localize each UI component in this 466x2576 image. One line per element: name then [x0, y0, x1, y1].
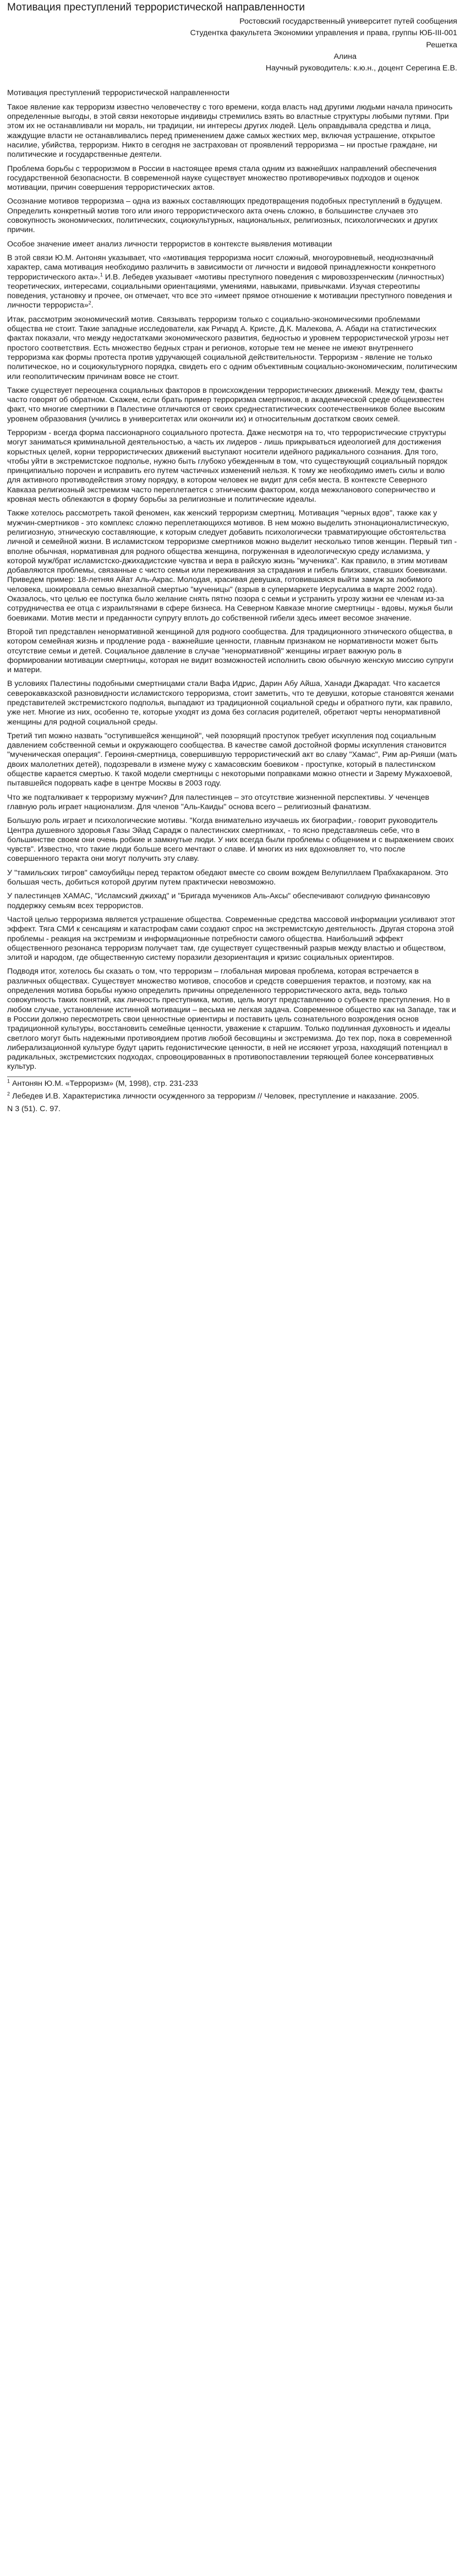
- paragraph: [7, 915, 457, 963]
- paragraph: [7, 628, 457, 675]
- document-title: Мотивация преступлений террористической направленности: [7, 2, 305, 13]
- footnote-separator: [7, 1076, 131, 1077]
- footnote-mark: 1: [7, 1078, 10, 1084]
- paragraph: [7, 164, 457, 193]
- university-line: Ростовский государственный университет путей сообщения: [239, 17, 457, 26]
- paragraph: [7, 103, 457, 160]
- paragraph-text: Частой целью терроризма является устрашение общества. Современные средства массовой информации усиливают этот эффект. Тяга СМИ к сенсациям и катастрофам сами создают спрос на экстремистскую деятельность. Другая сторона этой проблемы - реакция на экстремизм и информационные потребности самого общества. Наибольший эффект общественного резонанса терроризм получает там, где существует существенный разрыв между властью и обществом, элитой и народом, где общественную систему поразили дезориентация и кризис социальных ориентиров.: [7, 915, 456, 963]
- paragraph: [7, 386, 457, 424]
- paragraph-text: Большую роль играет и психологические мотивы. "Когда внимательно изучаешь их биографии,- говорит руководитель Центра душевного здоровья Газы Эйад Сарадж о палестинских смертниках, - то ясно представляешь себе, что в большинстве своем они очень робкие и замкнутые люди. У них всегда были проблемы с общением и с выражением своих чувств". Известно, что такие люди больше всего мечтают о славе. И многих из них вдохновляет то, что после совершенного теракта они могут получить эту славу.: [7, 816, 454, 864]
- footnote-text: Лебедев И.В. Характеристика личности осужденного за терроризм // Человек, преступление и наказание. 2005.: [12, 1091, 419, 1101]
- body-text: [7, 103, 457, 1072]
- paragraph-text: У палестинцев ХАМАС, "Исламский джихад" и "Бригада мучеников Аль-Аксы" обеспечивают солидную финансовую поддержку семьям всех террористов.: [7, 892, 430, 910]
- footnote-ref[interactable]: 1: [100, 271, 103, 277]
- paragraph: [7, 967, 457, 1072]
- footnote-mark: 2: [7, 1091, 10, 1097]
- footnote-ref[interactable]: 2: [88, 300, 91, 306]
- page-reference: N 3 (51). С. 97.: [7, 1105, 61, 1114]
- student-line: Студентка факультета Экономики управления и права, группы ЮБ-III-001: [190, 29, 457, 38]
- paragraph: [7, 869, 457, 888]
- paragraph: [7, 793, 457, 812]
- paragraph-text: Особое значение имеет анализ личности террористов в контексте выявления мотивации: [7, 239, 332, 249]
- paragraph: [7, 509, 457, 623]
- paragraph-text: Подводя итог, хотелось бы сказать о том, что терроризм – глобальная мировая проблема, которая встречается в различных обществах. Существует множество мотивов, способов и средств совершения терактов, и поэтому, как на определения мотива борьбы нужно определить причины определенного террористического акта, ведь только совокупность таких понятий, как личность преступника, мотив, цель могут представлению о субъекте преступления. Но в любом случае, установление истинной мотивации – весьма не легкая задача. Современное общество как на Западе, так и в России должно пересмотреть свои ценностные ориентиры и поставить цель сознательного возрождения основ традиционной культуры, восстановить семейные ценности, уважение к старшим. Только подлинная духовность и идеалы светлого могут быть надежными противоядием против любой бесовщины и экстремизма. До тех пор, пока в современной либерализационной культуре будут царить гедонистические ценности, в ней не иссякнет угроза, находящий потенциал в радикальных, экстремистских подходах, спровоцированных в противопоставлении теряющей более консервативных культур.: [7, 967, 456, 1072]
- paragraph-text: Что же подталкивает к терроризму мужчин? Для палестинцев – это отсутствие жизненной перспективы. У чеченцев главную роль играет национализм. Для членов "Аль-Каиды" основа всего – религиозный фанатизм.: [7, 793, 430, 811]
- paragraph-text: Осознание мотивов терроризма – одна из важных составляющих предотвращения подобных преступлений в будущем. Определить конкретный мотив того или иного террористического акта очень сложно, в большинстве случаев это совокупность экономических, политических, социокультурных, национальных, религиозных, психологических и других причин.: [7, 197, 443, 235]
- paragraph: [7, 254, 457, 311]
- document-subtitle: Мотивация преступлений террористической направленности: [7, 89, 230, 98]
- footnote: [7, 1079, 457, 1089]
- supervisor-line: Научный руководитель: к.ю.н., доцент Серегина Е.В.: [265, 64, 457, 73]
- paragraph: [7, 315, 457, 382]
- paragraph: [7, 679, 457, 727]
- paragraph-text: У "тамильских тигров" самоубийцы перед терактом обедают вместе со своим вождем Велупиллаем Прабхакараном. Это большая честь, добиться которой другим путем практически невозможно.: [7, 868, 448, 887]
- paragraph-text: Терроризм - всегда форма пассионарного социального протеста. Даже несмотря на то, что террористические структуры могут заниматься криминальной деятельностью, а часть их лидеров - лишь прикрываться идеологией для достижения корыстных целей, корни террористических движений выступают носители идейного радикального сознания. Для того, чтобы уйти в экстремистское подполье, нужно быть глубоко убежденным в том, что существующий социальный порядок принципиально порочен и исправить его путем частичных изменений нельзя. К тому же необходимо иметь силы и волю для активного противодействия этому порядку, в котором человек не видит для себя места. В контексте Северного Кавказа религиозный экстремизм часто переплетается с этническим фактором, когда межкланового соперничество и кровная месть облекаются в форму борьбы за религиозные и политические идеалы.: [7, 428, 447, 504]
- footnotes: [7, 1079, 457, 1102]
- paragraph-text: Проблема борьбы с терроризмом в России в настоящее время стала одним из важнейших направлений обеспечения государственной безопасности. В современной науке существует множество противоречивых подходов и оценок мотивации, причин совершения террористических актов.: [7, 164, 437, 193]
- paragraph: [7, 429, 457, 504]
- paragraph: [7, 892, 457, 911]
- author-surname: Решетка: [426, 40, 457, 50]
- paragraph-text: Также хотелось рассмотреть такой феномен, как женский терроризм смертниц. Мотивация "черных вдов", также как у мужчин-смертников - это комплекс сложно переплетающихся мотивов. В нем можно выделить этнонационалистическую, религиозную, этническую составляющие, к которым следует добавить психологически травматирующие обстоятельства личной и семейной жизни. В исламистском терроризме смертников можно выделит несколько типов женщин. Первый тип - вполне обычная, нормативная для родного общества женщина, погруженная в идеологическую среду исламизма, у которой муж/брат исламистско-джихадистские чувства и вера в райскую жизнь "мученика". Как правило, в этим мотивам добавляются проблемы, связанные с чисто семьи или переживания за страдания и гибель близких, ставших боевиками. Приведем пример: 18-летняя Айат Аль-Акрас. Молодая, красивая девушка, готовившаяся выйти замуж за любимого человека, шокировала семью внезапной смертью "мученицы" (взрыв в супермаркете Иерусалима в марте 2002 года). Оказалось, что целью ее поступка было желание снять пятно позора с семьи и устранить угрозу жизни ее членам из-за сотрудничества ее отца с израильтянами в сфере бизнеса. На Северном Кавказе многие смертницы - вдовы, мужья были боевиками. Мотив мести и преданности супругу вплоть до собственной гибели здесь имеет весомое значение.: [7, 509, 457, 623]
- footnote-text: Антонян Ю.М. «Терроризм» (М, 1998), стр. 231-233: [12, 1079, 199, 1088]
- paragraph-text: Итак, рассмотрим экономический мотив. Связывать терроризм только с социально-экономическими проблемами общества не стоит. Такие западные исследователи, как Ричард А. Кристе, Д.К. Малекова, А. Абади на статистических фактах показали, что между недостатками экономического развития, бедностью и уровнем террористической угрозы нет простого соответствия. Есть множество бедных стран и регионов, которые тем не менее не имеют внутреннего терроризма как формы протеста против удручающей социальной действительности. Терроризм - явление не только политическое, но и социокультурного порядка, свидеть его с одним объективным социально-экономическим, политическим или геополитическим причинам вовсе не стоит.: [7, 315, 457, 381]
- paragraph-text: В условиях Палестины подобными смертницами стали Вафа Идрис, Дарин Абу Айша, Ханади Джарадат. Что касается северокавказской разновидности исламистского терроризма, стоит заметить, что те девушки, которые становятся женами представителей экстремистского подполья, выпадают из традиционной социальной среды и обратного пути, как правило, уже нет. Многие из них, особенно те, которые уходят из дома без согласия родителей, обретают черты ненормативной женщины для родной социальной среды.: [7, 679, 454, 727]
- paragraph-text: Такое явление как терроризм известно человечеству с того времени, когда власть над другими людьми начала приносить определенные выгоды, в этой связи некоторые индивиды стремились взять во властные структуры любыми путями. При этом их не останавливали ни мораль, ни традиции, ни интересы других людей. Цель оправдывала средства и лица, жаждущие власти не останавливались перед применением даже самых жестких мер, включая устрашение, открытое насилие, убийства, терроризм. Никто в сегодня не застрахован от проявлений терроризма – ни простые граждане, ни политические и государственные деятели.: [7, 102, 453, 160]
- paragraph-text: Также существует переоценка социальных факторов в происхождении террористических движений. Между тем, факты часто говорят об обратном. Скажем, если брать пример терроризма смертников, в академической среде общеизвестен факт, что многие смертники в Палестине отличаются от своих среднестатистических соотечественников более высоким уровнем образования (учились в университетах или окончили их) и относительным достатком своих семей.: [7, 386, 445, 424]
- paragraph-text: .: [91, 301, 94, 310]
- paragraph-text: Третий тип можно назвать "оступившейся женщиной", чей позорящий проступок требует искупления под социальным давлением собственной семьи и окружающего сообщества. В качестве самой достойной формы искупления становится "мученическая операция". Героиня-смертница, совершившую террористический акт во славу "Хамас", Рим ар-Рияши (мать двоих малолетних детей), подозревали в измене мужу с хамасовским боевиком - проступке, который в палестинском обществе карается смертью. К такой модели смертницы с некоторыми поправками можно отнести и Зарему Мужахоевой, пытавшейся подорвать кафе в центре Москвы в 2003 году.: [7, 731, 457, 788]
- paragraph: [7, 816, 457, 864]
- paragraph: [7, 197, 457, 235]
- paragraph: [7, 732, 457, 789]
- paragraph: [7, 240, 457, 249]
- author-block: [7, 17, 457, 73]
- footnote: [7, 1092, 457, 1101]
- paragraph-text: В этой связи Ю.М. Антонян указывает, что «мотивация терроризма носит сложный, многоуровневый, неоднозначный характер, сама мотивация необходимо различить в зависимости от личности и видовой принадлежности конкретного террористического акта».: [7, 253, 436, 282]
- paragraph-text: И.В. Лебедев указывает «мотивы преступного поведения с мировоззренческим (личностных) теоретических, интересами, социальными ориентациями, умениями, навыками, привычками. Изучая стереотипы поведения, установку и прочее, он отмечает, что все это «имеет прямое отношение к мотивации преступного поведения и личности террориста»: [7, 272, 452, 310]
- document: [0, 0, 466, 1120]
- paragraph-text: Второй тип представлен ненормативной женщиной для родного сообщества. Для традиционного этнического общества, в котором семейная жизнь и продление рода - важнейшие ценности, главным признаком не нормативности может быть отсутствие семьи и детей. Социальное давление в случае "ненормативной" женщины играет важную роль в формировании мотивации смертницы, которая не видит возможностей исполнить свою обычную женскую миссию супруги и матери.: [7, 627, 454, 675]
- author-name: Алина: [333, 52, 357, 61]
